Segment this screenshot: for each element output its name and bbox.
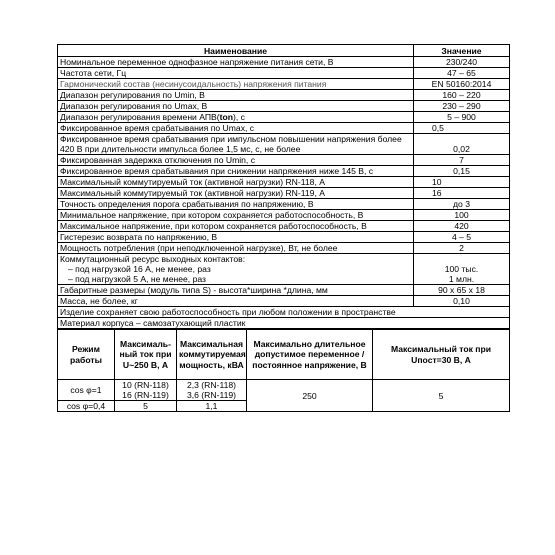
row-name: Максимальное напряжение, при котором сохраняется работоспособность, В xyxy=(58,221,414,232)
table-row xyxy=(58,285,510,296)
power-rn118: 2,3 (RN-118) xyxy=(186,380,237,390)
row-name: Фиксированное время срабатывания при снижении напряжения ниже 145 В, с xyxy=(58,166,414,177)
row-value: 47 – 65 xyxy=(414,68,510,79)
note-row: Изделие сохраняет свою работоспособность при любом положении в пространстве xyxy=(58,307,510,318)
table-row xyxy=(58,90,510,101)
table-row xyxy=(58,210,510,221)
voltage-cell: 250 xyxy=(247,380,373,412)
row-value: до 3 xyxy=(414,199,510,210)
power-rn119: 3,6 (RN-119) xyxy=(186,390,237,400)
resource-line-5a: – под нагрузкой 5 А, не менее, раз xyxy=(68,274,206,284)
row-value xyxy=(414,254,510,285)
row-name: Точность определения порога срабатывания по напряжению, В xyxy=(58,199,414,210)
header-power: Максимальная коммутируемая мощность, кВА xyxy=(177,330,247,380)
row-value: 420 xyxy=(414,221,510,232)
header-dc-current-line2: Uпост=30 В, А xyxy=(411,354,471,365)
row-value: EN 50160:2014 xyxy=(414,79,510,90)
row-value: 4 – 5 xyxy=(414,232,510,243)
table-row xyxy=(58,177,510,188)
row-name: Фиксированное время срабатывания по Umax, с xyxy=(58,123,414,134)
row-name: Максимальный коммутируемый ток (активной нагрузки) RN-118, А xyxy=(58,177,414,188)
table-row xyxy=(58,199,510,210)
table-row xyxy=(58,68,510,79)
table-row xyxy=(58,296,510,307)
row-name: Минимальное напряжение, при котором сохраняется работоспособность, В xyxy=(58,210,414,221)
current-cell: 5 xyxy=(115,401,177,412)
table-row xyxy=(58,101,510,112)
row-name: Гармонический состав (несинусоидальность) напряжения питания xyxy=(58,79,414,90)
row-name: Максимальный коммутируемый ток (активной нагрузки) RN-119, А xyxy=(58,188,414,199)
row-name-pre: Диапазон регулирования времени АПВ( xyxy=(60,112,220,122)
table-row xyxy=(58,155,510,166)
specifications-table xyxy=(57,44,510,329)
row-name-post: ), с xyxy=(233,112,245,122)
header-mode: Режим работы xyxy=(58,330,115,380)
row-name: Номинальное переменное однофазное напряжение питания сети, В xyxy=(58,57,414,68)
row-value: 5 – 900 xyxy=(414,112,510,123)
row-name: Диапазон регулирования по Umin, В xyxy=(58,90,414,101)
table-row xyxy=(58,166,510,177)
row-value: 16 xyxy=(414,188,510,199)
dc-current-cell: 5 xyxy=(373,380,510,412)
row-name: Масса, не более, кг xyxy=(58,296,414,307)
power-cell xyxy=(177,380,247,401)
row-name: Мощность потребления (при неподключенной нагрузке), Вт, не более xyxy=(58,243,414,254)
table-row xyxy=(58,380,510,401)
row-value: 230 – 290 xyxy=(414,101,510,112)
row-name: Фиксированное время срабатывания при импульсном повышении напряжения более 420 В при длительности импульса более 1,5 мс, с, не более xyxy=(58,134,414,155)
row-name: Частота сети, Гц xyxy=(58,68,414,79)
row-name-bold: ton xyxy=(219,112,234,122)
row-value: 0,15 xyxy=(414,166,510,177)
mode-cell: cos φ=0,4 xyxy=(58,401,115,412)
header-value: Значение xyxy=(414,45,510,57)
table-row xyxy=(58,254,510,285)
row-value: 0,02 xyxy=(414,134,510,155)
table-row xyxy=(58,123,510,134)
table-row xyxy=(58,79,510,90)
header-dc-current-line1: Максимальный ток при xyxy=(390,344,491,354)
row-name: Габаритные размеры (модуль типа S) - высота*ширина *длина, мм xyxy=(58,285,414,296)
current-rn118: 10 (RN-118) xyxy=(122,380,169,390)
table-row xyxy=(58,134,510,155)
table-row xyxy=(58,112,510,123)
mode-header-row xyxy=(58,330,510,380)
resource-line-16a: – под нагрузкой 16 А, не менее, раз xyxy=(68,264,211,274)
table-row xyxy=(58,232,510,243)
operating-mode-table xyxy=(57,329,510,412)
row-value: 160 – 220 xyxy=(414,90,510,101)
row-name: Диапазон регулирования по Umax, В xyxy=(58,101,414,112)
resource-title: Коммутационный ресурс выходных контактов: xyxy=(60,254,246,264)
row-name xyxy=(58,254,414,285)
table-row xyxy=(58,243,510,254)
power-cell: 1,1 xyxy=(177,401,247,412)
header-name: Наименование xyxy=(58,45,414,57)
header-dc-current xyxy=(373,330,510,380)
current-cell xyxy=(115,380,177,401)
row-value: 230/240 xyxy=(414,57,510,68)
mode-cell: cos φ=1 xyxy=(58,380,115,401)
header-voltage: Максимально длительное допустимое переменное / постоянное напряжение, В xyxy=(247,330,373,380)
table-row xyxy=(58,318,510,329)
table-row xyxy=(58,188,510,199)
note-row: Материал корпуса – самозатухающий пластик xyxy=(58,318,510,329)
current-rn119: 16 (RN-119) xyxy=(122,390,169,400)
row-value: 2 xyxy=(414,243,510,254)
table-row xyxy=(58,57,510,68)
row-name: Фиксированная задержка отключения по Umin, с xyxy=(58,155,414,166)
table-row xyxy=(58,307,510,318)
header-current: Максималь-ный ток при U~250 В, А xyxy=(115,330,177,380)
row-value: 90 x 65 x 18 xyxy=(414,285,510,296)
row-name xyxy=(58,112,414,123)
row-value: 100 xyxy=(414,210,510,221)
row-value: 0,10 xyxy=(414,296,510,307)
table-row xyxy=(58,221,510,232)
row-value: 7 xyxy=(414,155,510,166)
row-value: 10 xyxy=(414,177,510,188)
row-value: 0,5 xyxy=(414,123,510,134)
table-header-row xyxy=(58,45,510,57)
resource-value-5a: 1 млн. xyxy=(448,274,475,284)
resource-value-16a: 100 тыс. xyxy=(444,264,479,274)
row-name: Гистерезис возврата по напряжению, В xyxy=(58,232,414,243)
spec-sheet xyxy=(57,44,509,412)
